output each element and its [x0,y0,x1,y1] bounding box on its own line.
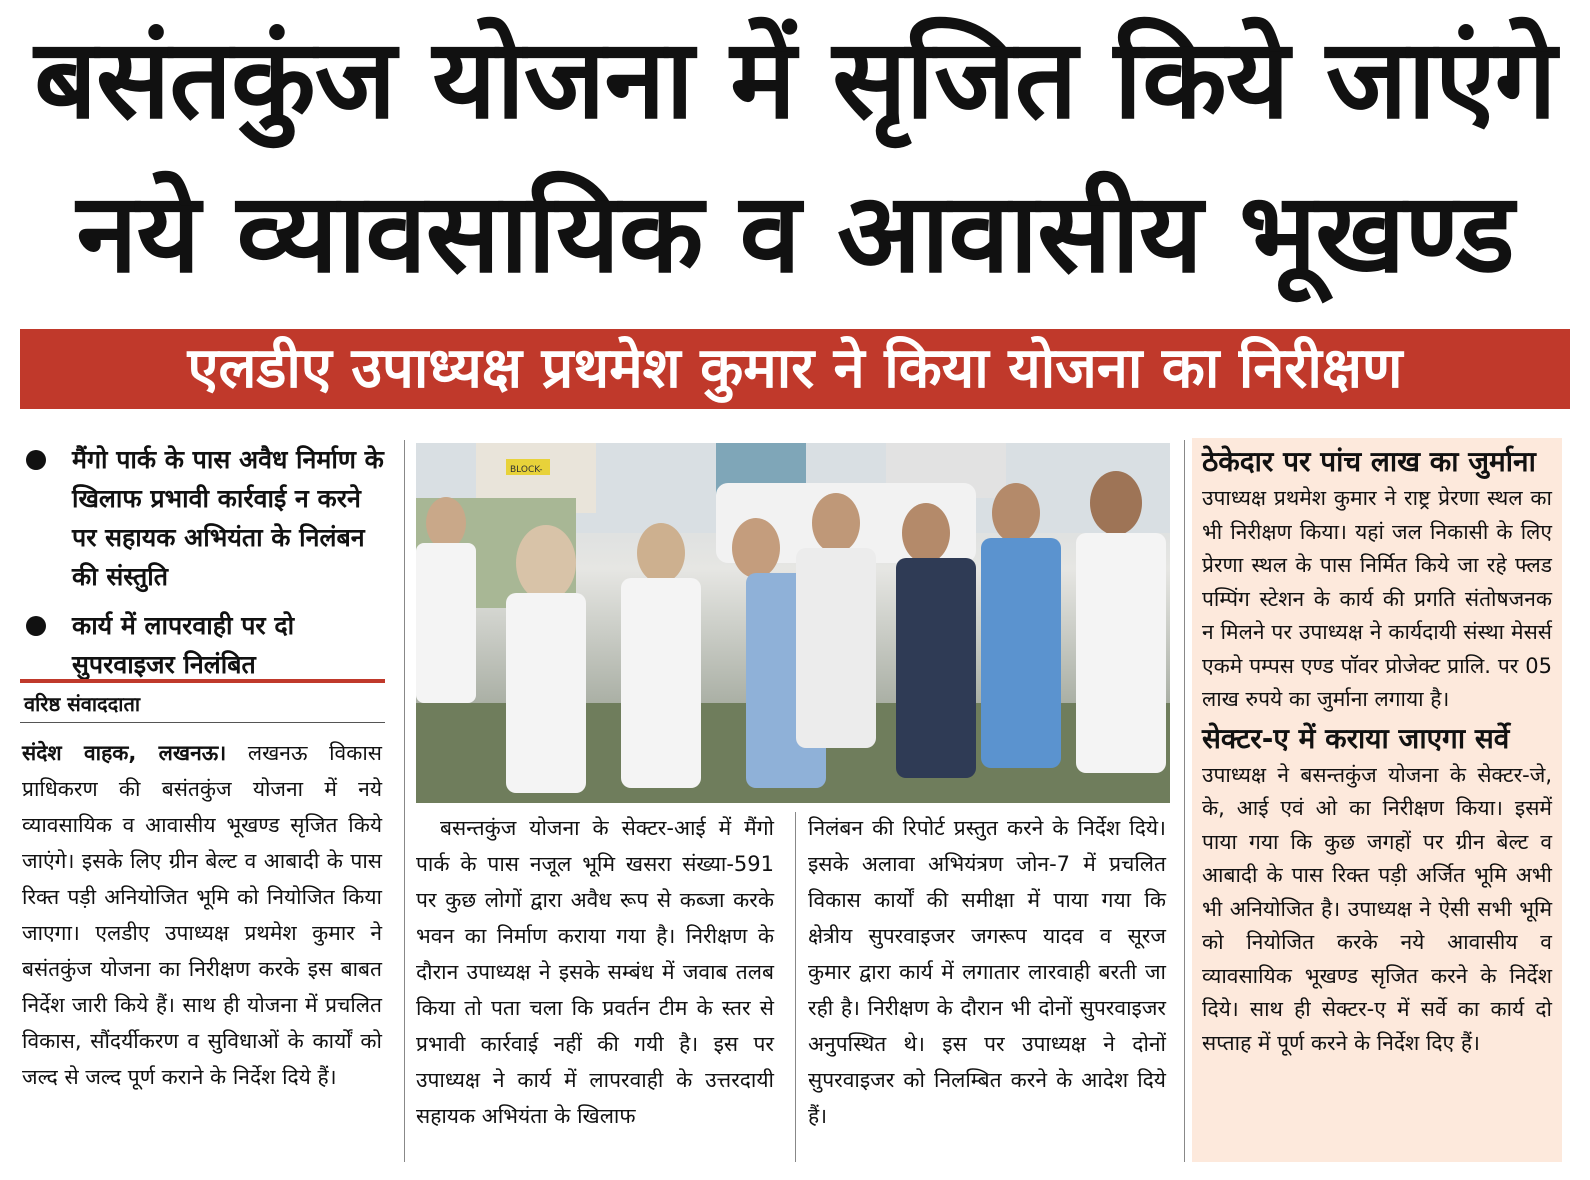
headline-line-1: बसंतकुंज योजना में सृजित किये जाएंगे [34,15,1556,143]
sidebar-text-2: उपाध्यक्ष ने बसन्तकुंज योजना के सेक्टर-जे, के, आई एवं ओ का निरीक्षण किया। इसमें पाया गया कि कुछ जगहों पर ग्रीन बेल्ट व आबादी के पास रिक्त पड़ी अर्जित भूमि अभी भी अनियोजित है। उपाध्यक्ष ने ऐसी सभी भूमि को नियोजित करके नये आवासीय व व्यावसायिक भूखण्ड सृजित करने के निर्देश दिये। साथ ही सेक्टर-ए में सर्वे का कार्य दो सप्ताह में पूर्ण करने के निर्देश दिए हैं। [1202,762,1552,1055]
highlight-item [20,440,390,606]
article-column-1-text: लखनऊ विकास प्राधिकरण की बसंतकुंज योजना में नये व्यावसायिक व आवासीय भूखण्ड सृजित किये जाएंगे। इसके लिए ग्रीन बेल्ट व आबादी के पास रिक्त पड़ी अनियोजित भूमि को नियोजित किया जाएगा। एलडीए उपाध्यक्ष प्रथमेश कुमार ने बसंतकुंज योजना का निरीक्षण करके इस बाबत निर्देश जारी किये हैं। साथ ही योजना में प्रचलित विकास, सौंदर्यीकरण व सुविधाओं के कार्यों को जल्द से जल्द पूर्ण कराने के निर्देश दिये हैं। [22,741,382,1089]
column-separator [1184,440,1185,1162]
article-column-1 [22,735,382,1095]
highlight-item [20,606,390,684]
subheadline-banner: एलडीए उपाध्यक्ष प्रथमेश कुमार ने किया योजना का निरीक्षण [20,329,1570,409]
bullet-icon [26,450,46,470]
sidebar-text-1: उपाध्यक्ष प्रथमेश कुमार ने राष्ट्र प्रेरणा स्थल का भी निरीक्षण किया। यहां जल निकासी के लिए प्रेरणा स्थल के पास निर्मित किये जा रहे फ्लड पम्पिंग स्टेशन के कार्य की प्रगति संतोषजनक न मिलने पर उपाध्यक्ष ने कार्यदायी संस्था मेसर्स एकमे पम्पस एण्ड पॉवर प्रोजेक्ट प्रालि. पर 05 लाख रुपये का जुर्माना लगाया है। [1202,486,1552,711]
article-column-2: बसन्तकुंज योजना के सेक्टर-आई में मैंगो पार्क के पास नजूल भूमि खसरा संख्या-591 पर कुछ लोगों द्वारा अवैध रूप से कब्जा करके भवन का निर्माण कराया गया है। निरीक्षण के दौरान उपाध्यक्ष ने इसके सम्बंध में जवाब तलब किया तो पता चला कि प्रवर्तन टीम के स्तर से प्रभावी कार्रवाई नहीं की गयी है। इस पर उपाध्यक्ष ने कार्य में लापरवाही के उत्तरदायी सहायक अभियंता के खिलाफ [416,816,774,1128]
sidebar-box [1192,438,1562,1162]
byline: वरिष्ठ संवाददाता [24,692,141,716]
article-column-3: निलंबन की रिपोर्ट प्रस्तुत करने के निर्देश दिये। इसके अलावा अभियंत्रण जोन-7 में प्रचलित विकास कार्यों की समीक्षा में पाया गया कि क्षेत्रीय सुपरवाइजर जगरूप यादव व सूरज कुमार द्वारा कार्य में लगातार लारवाही बरती जा रही है। निरीक्षण के दौरान भी दोनों सुपरवाइजर अनुपस्थित थे। इस पर उपाध्यक्ष ने दोनों सुपरवाइजर को निलम्बित करने के आदेश दिये हैं। [808,816,1166,1128]
sidebar-heading-2: सेक्टर-ए में कराया जाएगा सर्वे [1202,721,1510,755]
bullet-icon [26,616,46,636]
article-dateline: संदेश वाहक, लखनऊ। [22,741,227,765]
highlights-list [20,440,390,684]
inspection-photo-illustration [416,443,1170,803]
headline-line-2: नये व्यावसायिक व आवासीय भूखण्ड [76,169,1514,297]
photo-signboard-text: BLOCK- [510,465,543,475]
highlight-text: कार्य में लापरवाही पर दो सुपरवाइजर निलंबित [72,611,295,679]
sidebar-heading-1: ठेकेदार पर पांच लाख का जुर्माना [1202,445,1536,478]
byline-rule [20,722,385,723]
highlight-text: मैंगो पार्क के पास अवैध निर्माण के खिलाफ प्रभावी कार्रवाई न करने पर सहायक अभियंता के निलंबन की संस्तुति [72,445,384,591]
column-separator [404,440,405,1162]
column-separator [795,812,796,1162]
section-divider [20,679,385,683]
inspection-photo [416,443,1170,803]
